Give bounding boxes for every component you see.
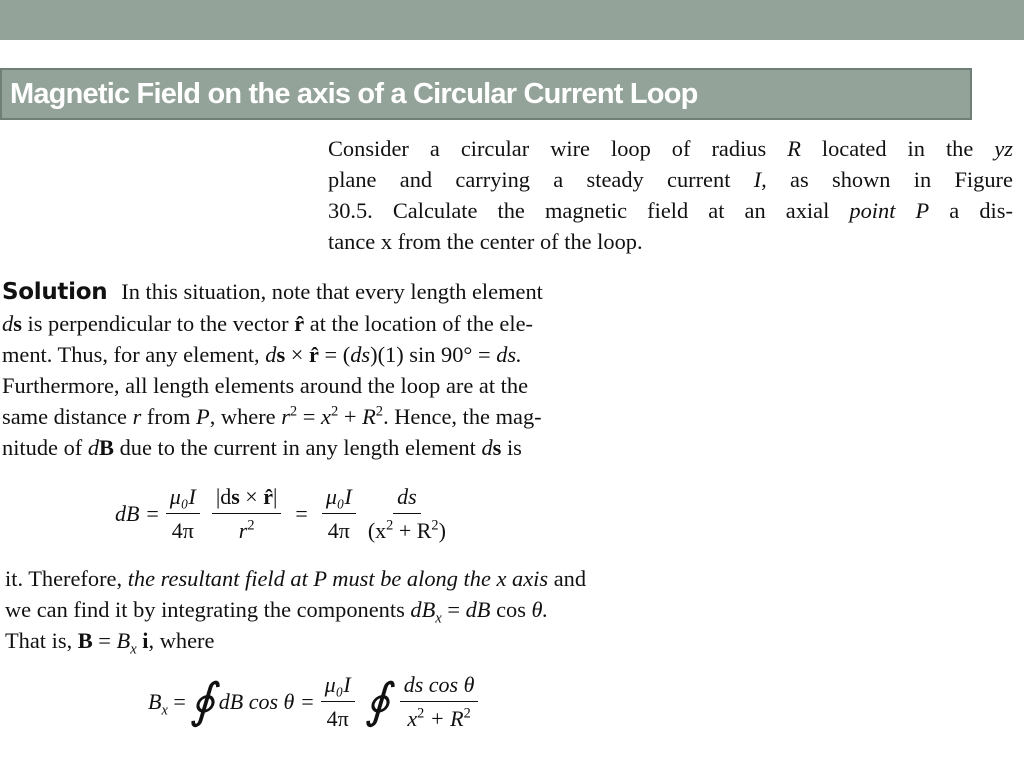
solution-line-6: nitude of dB due to the current in any length element ds is	[2, 435, 522, 460]
after-line-3: That is, $B = B_x$ i, where	[5, 628, 215, 658]
eq1-fraction-2: $\frac{|ds \times r̂|}{r^2}$	[212, 484, 282, 544]
title-bar	[0, 68, 972, 120]
problem-statement	[328, 133, 1013, 257]
eq1-lhs: dB =	[115, 501, 160, 526]
eq1-fraction-1: $\frac{\text{μ₀I}}{4\pi}$	[166, 484, 200, 544]
solution-heading: Solution	[2, 279, 108, 305]
problem-line-1: Consider a circular wire loop of radius R located in the yz	[328, 136, 1013, 161]
solution-line-4: Furthermore, all length elements around the loop are at the	[2, 373, 529, 398]
after-line-2: we can find it by integrating the components $dB_x$ = dB cos θ.	[5, 597, 549, 627]
eq2-lhs: $B_x$ =	[148, 689, 186, 719]
slide-title: Magnetic Field on the axis of a Circular Current Loop	[10, 77, 698, 110]
eq1-fraction-4: $\frac{ds}{(x^2 + R^2)}$	[367, 484, 446, 543]
problem-line-4: tance x from the center of the loop.	[328, 229, 643, 254]
after-line-1: it. Therefore, the resultant field at P must be along the x axis and	[5, 566, 587, 591]
eq1-equals: =	[295, 501, 308, 526]
equation-dB	[115, 484, 452, 544]
eq2-integrand: dB cos θ =	[218, 689, 315, 714]
solution-line-2: ds is perpendicular to the vector r̂ at the location of the ele-	[2, 311, 533, 336]
integration-paragraph	[5, 563, 695, 656]
problem-line-2: plane and carrying a steady current I, as shown in Figure	[328, 167, 1013, 192]
solution-line-1: Solution In this situation, note that every length element	[2, 279, 543, 305]
eq2-fraction-1: $\frac{\text{μ₀I}}{4\pi}$	[321, 672, 355, 732]
contour-integral-symbol-2: ∮	[364, 675, 390, 728]
top-band	[0, 0, 1024, 40]
contour-integral-symbol: ∮	[189, 675, 215, 728]
equation-Bx	[148, 672, 484, 732]
solution-paragraph	[2, 276, 688, 463]
eq1-fraction-3: $\frac{\text{μ₀I}}{4\pi}$	[322, 484, 356, 544]
solution-line-5: same distance r from P, where $r^2 = x^2 + R^2$. Hence, the mag-	[2, 403, 542, 429]
problem-line-3: 30.5. Calculate the magnetic field at an axial point P a dis-	[328, 198, 1013, 223]
eq2-fraction-2: $\frac{\text{ds cos θ}}{x^2 + R^2}$	[400, 672, 479, 732]
solution-line-3: ment. Thus, for any element, ds × r̂ = (ds)(1) sin 90° = ds.	[2, 342, 522, 367]
